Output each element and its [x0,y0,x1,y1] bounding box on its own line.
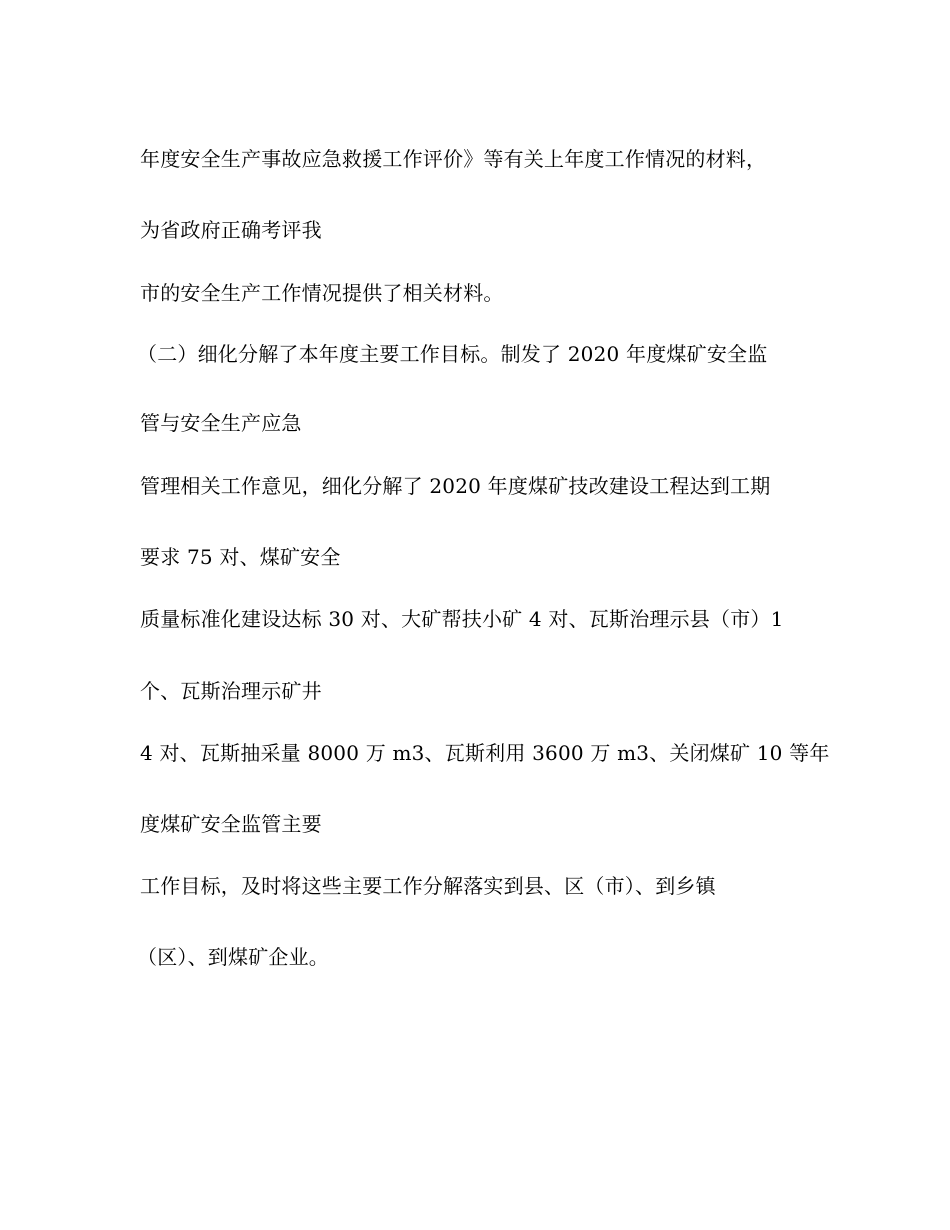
text-line-5: 管与安全生产应急 [140,411,302,435]
text-line-6: 管理相关工作意见，细化分解了 2020 年度煤矿技改建设工程达到工期 [140,474,771,498]
text-line-13: （区）、到煤矿企业。 [137,945,329,969]
text-line-3: 市的安全生产工作情况提供了相关材料。 [140,281,504,305]
text-line-1: 年度安全生产事故应急救援工作评价》等有关上年度工作情况的材料， [140,147,767,171]
text-line-12: 工作目标，及时将这些主要工作分解落实到县、区（市）、到乡镇 [140,874,716,898]
text-line-11: 度煤矿安全监管主要 [140,812,322,836]
text-line-9: 个、瓦斯治理示矿井 [140,679,322,703]
text-line-2: 为省政府正确考评我 [140,218,322,242]
text-line-10: 4 对、瓦斯抽采量 8000 万 m3、瓦斯利用 3600 万 m3、关闭煤矿 10 等年 [140,741,830,765]
text-line-7: 要求 75 对、煤矿安全 [140,545,341,569]
text-line-4: （二）细化分解了本年度主要工作目标。制发了 2020 年度煤矿安全监 [137,342,768,366]
text-line-8: 质量标准化建设达标 30 对、大矿帮扶小矿 4 对、瓦斯治理示县（市）1 [140,607,784,631]
